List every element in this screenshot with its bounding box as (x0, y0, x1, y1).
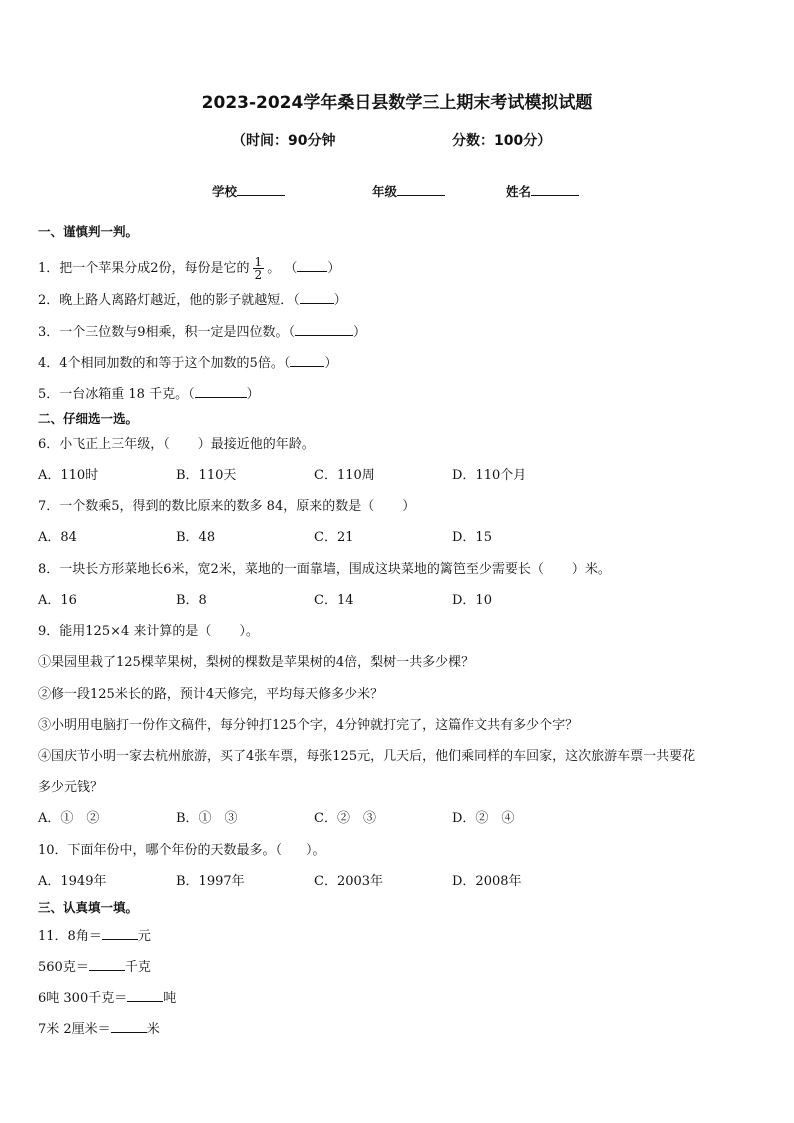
q8-text-a: 8．一块长方形菜地长6米，宽2米，菜地的一面靠墙，围成这块菜地的篱笆至少需要长（ (38, 562, 544, 577)
q1-after: 。 （ (267, 261, 298, 276)
q9-text-a: 9．能用125×4 来计算的是（ (38, 624, 212, 639)
q11-l1-text: 11．8角＝ (38, 929, 102, 944)
grade-label: 年级 (372, 184, 398, 199)
question-5 (38, 385, 260, 403)
name-label: 姓名 (506, 184, 532, 199)
name-blank[interactable] (531, 183, 579, 196)
q10-text-a: 10．下面年份中，哪个年份的天数最多。（ (38, 843, 283, 858)
q10-option-c[interactable]: C．2003年 (314, 874, 384, 889)
exam-time: （时间：90分钟 (232, 133, 336, 149)
q1-close: ） (327, 261, 341, 276)
q11-l4-unit: 米 (146, 1022, 160, 1037)
question-7 (38, 499, 415, 515)
q11-l2-unit: 千克 (124, 960, 151, 975)
q6-text-b: ）最接近他的年龄。 (197, 437, 315, 452)
q9-option-c[interactable]: C．② ③ (314, 811, 376, 826)
q1-answer-blank[interactable] (297, 259, 327, 272)
q5-close: ） (246, 387, 260, 402)
q8-option-b[interactable]: B．8 (176, 593, 207, 608)
q7-option-c[interactable]: C．21 (314, 530, 354, 545)
q3-close: ） (353, 325, 367, 340)
q11-line-1 (38, 927, 151, 945)
school-field (212, 182, 285, 200)
q11-line-4 (38, 1020, 160, 1038)
q6-text-a: 6．小飞正上三年级，（ (38, 437, 170, 452)
q9-statement-2: ②修一段125米长的路，预计4天修完，平均每天修多少米？ (38, 687, 384, 702)
section2-heading: 二、仔细选一选。 (38, 411, 139, 426)
q8-text-b: ）米。 (571, 562, 611, 577)
q7-option-a[interactable]: A．84 (38, 530, 77, 545)
q9-option-b[interactable]: B．① ③ (176, 811, 238, 826)
q2-text: 2．晚上路人离路灯越近，他的影子就越短．（ (38, 293, 300, 308)
q9-statement-1: ①果园里栽了125棵苹果树，梨树的棵数是苹果树的4倍，梨树一共多少棵？ (38, 655, 475, 670)
q11-l2-text: 560克＝ (38, 960, 89, 975)
q7-text-a: 7．一个数乘5，得到的数比原来的数多 84，原来的数是（ (38, 499, 375, 514)
q8-option-d[interactable]: D．10 (452, 593, 492, 608)
question-1 (38, 256, 340, 281)
q7-text-b: ） (402, 499, 416, 514)
school-label: 学校 (212, 184, 238, 199)
q11-l2-blank[interactable] (89, 958, 125, 971)
question-4 (38, 354, 337, 372)
school-blank[interactable] (237, 183, 285, 196)
q4-close: ） (324, 356, 338, 371)
q11-l1-unit: 元 (137, 929, 151, 944)
name-field (506, 182, 579, 200)
q9-option-a[interactable]: A．① ② (38, 811, 100, 826)
q9-statement-3: ③小明用电脑打一份作文稿件，每分钟打125个字，4分钟就打完了，这篇作文共有多少个字？ (38, 718, 579, 733)
q5-text: 5．一台冰箱重 18 千克。（ (38, 387, 195, 402)
q11-l1-blank[interactable] (102, 927, 138, 940)
q7-option-b[interactable]: B．48 (176, 530, 216, 545)
question-3 (38, 323, 366, 341)
q11-line-3 (38, 989, 176, 1007)
q10-option-d[interactable]: D．2008年 (452, 874, 522, 889)
q2-answer-blank[interactable] (300, 291, 334, 304)
page-title: 2023-2024学年桑日县数学三上期末考试模拟试题 (201, 93, 593, 113)
q1-text: 1．把一个苹果分成2份，每份是它的 (38, 261, 250, 276)
question-6 (38, 437, 315, 453)
q6-option-c[interactable]: C．110周 (314, 468, 375, 483)
q4-answer-blank[interactable] (290, 354, 324, 367)
q11-l3-text: 6吨 300千克＝ (38, 991, 128, 1006)
q9-text-b: ）。 (239, 624, 259, 639)
question-9 (38, 624, 259, 640)
q8-option-c[interactable]: C．14 (314, 593, 354, 608)
q9-option-d[interactable]: D．② ④ (452, 811, 515, 826)
question-8 (38, 562, 611, 578)
q11-line-2 (38, 958, 151, 976)
q11-l4-blank[interactable] (111, 1020, 147, 1033)
q5-answer-blank[interactable] (195, 385, 247, 398)
q11-l3-unit: 吨 (163, 991, 177, 1006)
q11-l3-blank[interactable] (127, 989, 163, 1002)
q6-option-b[interactable]: B．110天 (176, 468, 237, 483)
grade-blank[interactable] (397, 183, 445, 196)
q6-option-a[interactable]: A．110时 (38, 468, 99, 483)
q6-option-d[interactable]: D．110个月 (452, 468, 527, 483)
q2-close: ） (333, 293, 347, 308)
frac-denominator: 2 (254, 268, 263, 282)
question-2 (38, 291, 347, 309)
q10-option-b[interactable]: B．1997年 (176, 874, 245, 889)
q9-statement-4: ④国庆节小明一家去杭州旅游，买了4张车票，每张125元，几天后，他们乘同样的车回家，这次旅游车票一共要花 (38, 749, 696, 764)
q3-text: 3．一个三位数与9相乘，积一定是四位数。（ (38, 325, 296, 340)
section3-heading: 三、认真填一填。 (38, 900, 139, 915)
q7-option-d[interactable]: D．15 (452, 530, 492, 545)
q10-text-b: ）。 (306, 843, 326, 858)
section1-heading: 一、谨慎判一判。 (38, 224, 139, 239)
grade-field (372, 182, 445, 200)
exam-score: 分数：100分） (452, 133, 552, 149)
q9-statement-4-cont: 多少元钱？ (38, 780, 104, 795)
q10-option-a[interactable]: A．1949年 (38, 874, 107, 889)
q3-answer-blank[interactable] (295, 323, 353, 336)
fraction-one-half (253, 256, 265, 281)
q4-text: 4．4个相同加数的和等于这个加数的5倍。（ (38, 356, 291, 371)
q11-l4-text: 7米 2厘米＝ (38, 1022, 111, 1037)
question-10 (38, 843, 326, 859)
frac-numerator: 1 (254, 255, 263, 269)
q8-option-a[interactable]: A．16 (38, 593, 77, 608)
